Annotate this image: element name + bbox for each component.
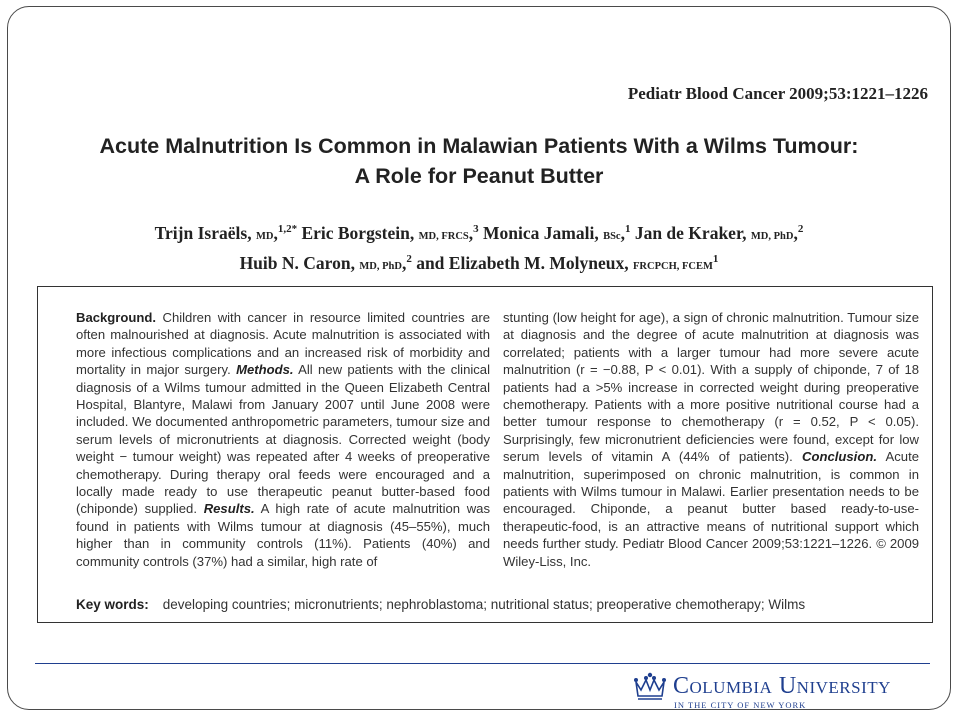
author-affiliation: 3 [473, 223, 479, 236]
journal-citation: Pediatr Blood Cancer 2009;53:1221–1226 [627, 84, 928, 103]
author-name: Monica Jamali [483, 223, 595, 243]
author-line-2: Huib N. Caron, MD, PhD,$^2$ and Elizabeth M. Molyneux, FRCPCH, FCEM$^1$ [239, 253, 719, 273]
author-degrees: MD, PhD [750, 231, 794, 242]
abstract-column-left [76, 309, 490, 570]
author-name: Elizabeth M. Molyneux [448, 253, 625, 273]
columbia-logo [633, 670, 923, 710]
author-affiliation: 2 [797, 223, 804, 236]
results-text-p1: P < 0.01). With a supply of chiponde, 7 of 18 patients had a >5% increase in corrected weight during preoperative chemotherapy. Patients with a more positive nutritional course had a better tumour response to chemotherapy (r = 0.52, [503, 362, 920, 430]
author-line-1: Trijn Israëls, MD,$^{1,2*}$ Eric Borgstein, MD, FRCS,$^3$ Monica Jamali, BSc,$^1$ Jan de Kraker, MD, PhD,$^2$ [154, 223, 804, 243]
title-line-1: Acute Malnutrition Is Common in Malawian Patients With a Wilms Tumour: [99, 134, 859, 158]
keywords-label: Key words: [76, 597, 149, 612]
abstract-box [37, 286, 933, 623]
results-label: Results. [203, 501, 255, 517]
author-degrees: BSc [603, 231, 621, 242]
author-degrees: FRCPCH, FCEM [633, 261, 713, 272]
author-affiliation: 1,2* [277, 223, 298, 236]
author-affiliation: 1 [624, 223, 631, 236]
conclusion-text: Acute malnutrition, superimposed on chronic malnutrition, is common in patients with Wilms tumour in Malawi. Earlier presentation needs to be encouraged. Chiponde, a peanut butter based ready-to-use-therapeutic-food, is an attractive means of nutritional support which needs further study. Pediatr Blood Cancer 2009;53:1221–1226. [503, 449, 919, 552]
background-text: Children with cancer in resource limited countries are often malnourished at diagnosis. Acute malnutrition is associated with more infectious complications and an increased risk of morbidity and mortality in major surgery. [76, 310, 490, 378]
methods-label: Methods. [236, 362, 294, 378]
university-name: Columbia University [673, 673, 891, 699]
keywords-text: developing countries; micronutrients; nephroblastoma; nutritional status; preoperative chemotherapy; Wilms [162, 597, 806, 612]
author-name: Huib N. Caron [239, 253, 351, 273]
university-tagline: IN THE CITY OF NEW YORK [674, 700, 807, 710]
abstract-column-right [503, 309, 919, 570]
title-line-2: A Role for Peanut Butter [354, 164, 604, 188]
author-degrees: MD, FRCS [418, 231, 469, 242]
author-name: Trijn Israëls [154, 223, 248, 243]
paper-title [8, 131, 950, 191]
author-affiliation: 2 [406, 253, 412, 266]
background-label: Background. [76, 310, 157, 325]
results-text-a: A high rate of acute malnutrition was found in patients with Wilms tumour at diagnosis (45–55%), much higher than in community controls (11%). Patients (40%) and community controls (37%) had a similar, high rate of [76, 501, 491, 569]
keywords [76, 597, 805, 612]
author-list [8, 220, 950, 280]
author-affiliation: 1 [712, 253, 719, 266]
author-name: Eric Borgstein [301, 223, 410, 243]
conclusion-label: Conclusion. [802, 449, 877, 465]
results-text-p2: P < 0.05). Surprisingly, few micronutrient deficiencies were found, except for low serum levels of vitamin A (44% of patients). [503, 414, 919, 465]
copyright: © 2009 Wiley-Liss, Inc. [503, 536, 920, 569]
slide [7, 6, 951, 710]
author-degrees: MD [255, 231, 274, 242]
results-text-b: stunting (low height for age), a sign of chronic malnutrition. Tumour size at diagnosis and the degree of acute malnutrition at diagnosis was correlated; patients with a larger tumour had more severe acute malnutrition (r = −0.88, [503, 310, 919, 378]
footer-divider [35, 663, 930, 664]
author-name: Jan de Kraker [634, 223, 743, 243]
author-degrees: MD, PhD [359, 261, 402, 272]
crown-icon [633, 672, 667, 702]
authors-joiner: and [416, 253, 445, 273]
methods-text: All new patients with the clinical diagnosis of a Wilms tumour admitted in the Queen Elizabeth Central Hospital, Blantyre, Malawi from January 2007 until June 2008 were included. We documented anthropometric parameters, tumour size and serum levels of micronutrients at diagnosis. Corrected weight (body weight − tumour weight) was repeated after 4 weeks of preoperative chemotherapy. During therapy oral feeds were encouraged and a locally made ready to use therapeutic peanut butter-based food (chiponde) supplied. [76, 362, 490, 517]
